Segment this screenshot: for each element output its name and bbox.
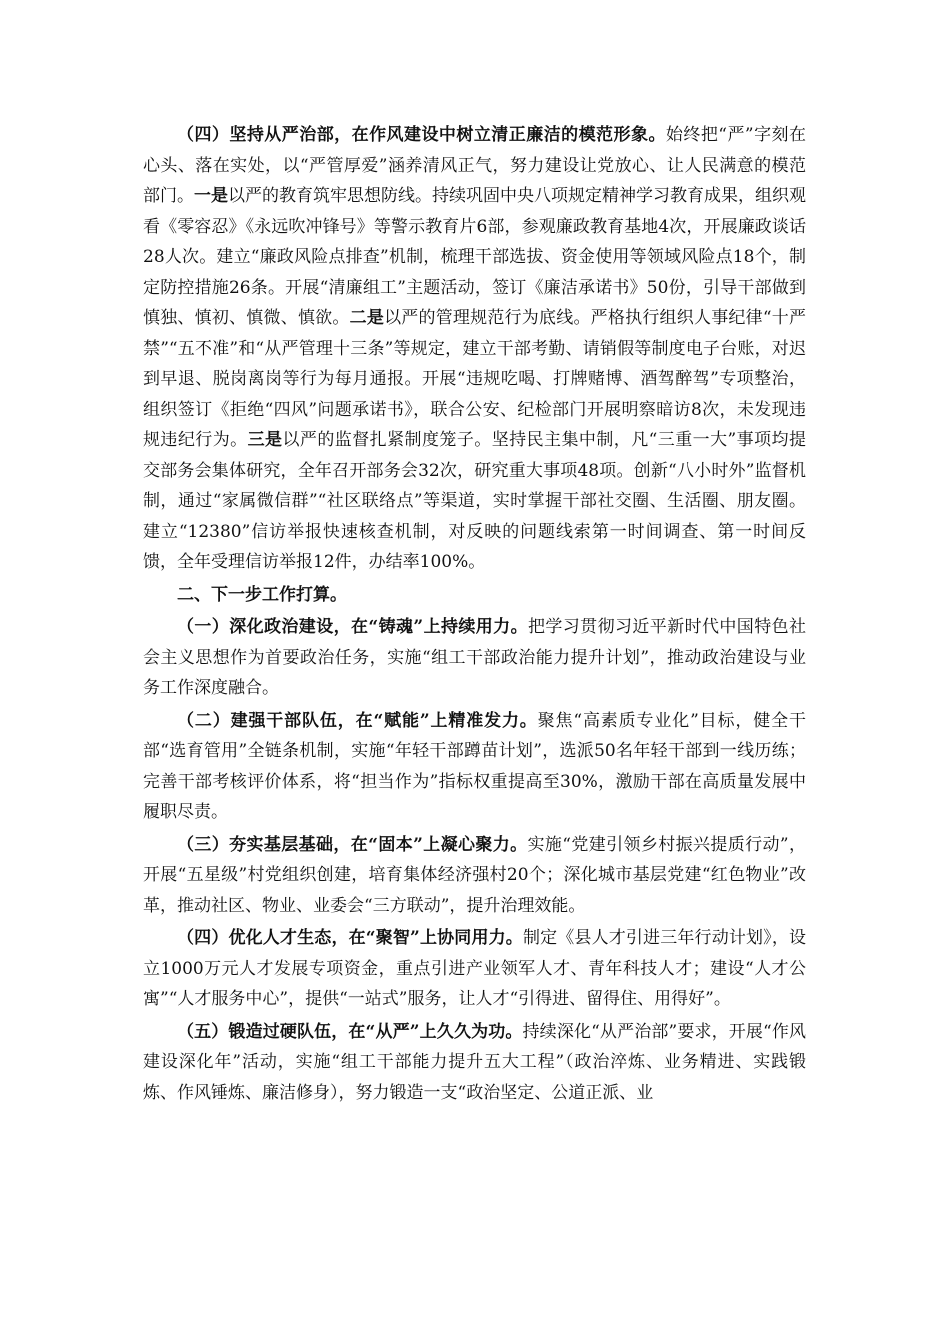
plan-item-heading: （一）深化政治建设，在“铸魂”上持续用力。: [177, 617, 528, 637]
paragraph-heading: （四）坚持从严治部，在作风建设中树立清正廉洁的模范形象。: [177, 125, 666, 145]
keyword-second: 二是: [349, 308, 385, 328]
keyword-third: 三是: [247, 430, 283, 450]
plan-item-text: 把学习贯彻习近平新时代中国特色社会主义思想作为首要政治任务，实施“组工干部政治能力提升计划”，推动政治建设与业务工作深度融合。: [143, 617, 806, 698]
paragraph-text: 以严的监督扎紧制度笼子。坚持民主集中制，凡“三重一大”事项均提交部务会集体研究，全年召开部务会32次，研究重大事项48项。创新“八小时外”监督机制，通过“家属微信群”“社区联络点”等渠道，实时掌握干部社交圈、生活圈、朋友圈。建立“12380”信访举报快速核查机制，对反映的问题线索第一时间调查、第一时间反馈，全年受理信访举报12件，办结率100%。: [143, 430, 806, 572]
plan-item-text: 聚焦“高素质专业化”目标，健全干部“选育管用”全链条机制，实施“年轻干部蹲苗计划”，选派50名年轻干部到一线历练；完善干部考核评价体系，将“担当作为”指标权重提高至30%，激励干部在高质量发展中履职尽责。: [143, 710, 806, 822]
plan-item-5: [143, 1017, 806, 1109]
paragraph-text: 以严的管理规范行为底线。严格执行组织人事纪律“十严禁”“五不准”和“从严管理十三条”等规定，建立干部考勤、请销假等制度电子台账，对迟到早退、脱岗离岗等行为每月通报。开展“违规吃喝、打牌赌博、酒驾醉驾”专项整治，组织签订《拒绝“四风”问题承诺书》，联合公安、纪检部门开展明察暗访8次，未发现违规违纪行为。: [143, 308, 806, 450]
section-heading-next-plans: [143, 580, 806, 611]
plan-item-text: 持续深化“从严治部”要求，开展“作风建设深化年”活动，实施“组工干部能力提升五大工程”（政治淬炼、业务精进、实践锻炼、作风锤炼、廉洁修身），努力锻造一支“政治坚定、公道正派、业: [143, 1021, 807, 1103]
keyword-first: 一是: [194, 186, 228, 206]
plan-item-heading: （五）锻造过硬队伍，在“从严”上久久为功。: [177, 1021, 523, 1042]
plan-item-1: [143, 612, 806, 704]
plan-item-heading: （二）建强干部队伍，在“赋能”上精准发力。: [177, 710, 538, 731]
section-title: 二、下一步工作打算。: [177, 584, 347, 605]
document-page: [143, 120, 806, 1110]
plan-item-heading: （四）优化人才生态，在“聚智”上协同用力。: [177, 928, 523, 948]
paragraph-text: 始终把“严”字刻在心头、落在实处，以“严管厚爱”涵养清风正气，努力建设让党放心、让人民满意的模范部门。: [143, 125, 806, 206]
plan-item-4: [143, 923, 806, 1015]
plan-item-3: [143, 830, 806, 922]
plan-item-text: 实施“党建引领乡村振兴提质行动”，开展“五星级”村党组织创建，培育集体经济强村20个；深化城市基层党建“红色物业”改革，推动社区、物业、业委会“三方联动”，提升治理效能。: [143, 834, 806, 916]
plan-item-2: [143, 706, 806, 828]
plan-item-heading: （三）夯实基层基础，在“固本”上凝心聚力。: [177, 834, 528, 855]
paragraph-strict-governance: [143, 120, 806, 578]
plan-item-text: 制定《县人才引进三年行动计划》，设立1000万元人才发展专项资金，重点引进产业领军人才、青年科技人才；建设“人才公寓”“人才服务中心”，提供“一站式”服务，让人才“引得进、留得住、用得好”。: [143, 928, 807, 1009]
paragraph-text: 以严的教育筑牢思想防线。持续巩固中央八项规定精神学习教育成果，组织观看《零容忍》《永远吹冲锋号》等警示教育片6部，参观廉政教育基地4次，开展廉政谈话28人次。建立“廉政风险点排查”机制，梳理干部选拔、资金使用等领域风险点18个，制定防控措施26条。开展“清廉组工”主题活动，签订《廉洁承诺书》50份，引导干部做到慎独、慎初、慎微、慎欲。: [143, 186, 806, 328]
